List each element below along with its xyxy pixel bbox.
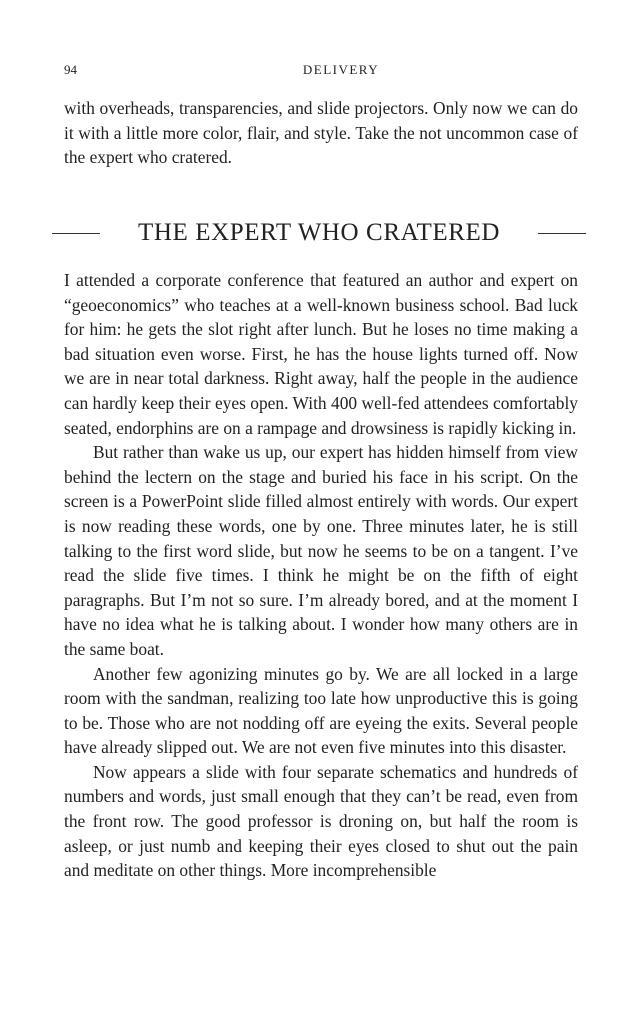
- section-title: THE EXPERT WHO CRATERED: [137, 219, 501, 246]
- intro-text: [64, 96, 578, 170]
- intro-paragraph: with overheads, transparencies, and slide projectors. Only now we can do it with a little more color, flair, and style. Take the not uncommon case of the expert who cratered.: [64, 98, 578, 168]
- paragraph: Another few agonizing minutes go by. We are all locked in a large room with the sandman, realizing too late how unproductive this is going to be. Those who are not nodding off are eyeing the exits. Several people have already slipped out. We are not even five minutes into this disaster.: [64, 663, 578, 758]
- page-number: 94: [64, 62, 77, 77]
- page-header: [64, 62, 578, 80]
- main-text: [64, 268, 578, 883]
- paragraph: Now appears a slide with four separate schematics and hundreds of numbers and words, just small enough that they can’t be read, even from the front row. The good professor is droning on, but half the room is asleep, or just numb and keeping their eyes closed to shut out the pain and meditate on other things. More incomprehensible: [64, 761, 578, 881]
- section-heading: [52, 216, 586, 250]
- paragraph: I attended a corporate conference that featured an author and expert on “geoeconomics” who teaches at a well-known business school. Bad luck for him: he gets the slot right after lunch. But he loses no time making a bad situation even worse. First, he has the house lights turned off. Now we are in near total darkness. Right away, half the people in the audience can hardly keep their eyes open. With 400 well-fed attendees comfortably seated, endorphins are on a rampage and drowsiness is rapidly kicking in.: [64, 270, 578, 438]
- running-head: DELIVERY: [302, 62, 380, 77]
- paragraph: But rather than wake us up, our expert has hidden himself from view behind the lectern on the stage and buried his face in his script. On the screen is a PowerPoint slide filled almost entirely with words. Our expert is now reading these words, one by one. Three minutes later, he is still talking to the first word slide, but now he seems to be on a tangent. I’ve read the slide five times. I think he might be on the fifth of eight paragraphs. But I’m not so sure. I’m already bored, and at the moment I have no idea what he is talking about. I wonder how many others are in the same boat.: [64, 442, 578, 659]
- heading-rule-left: [52, 233, 100, 234]
- heading-rule-right: [538, 233, 586, 234]
